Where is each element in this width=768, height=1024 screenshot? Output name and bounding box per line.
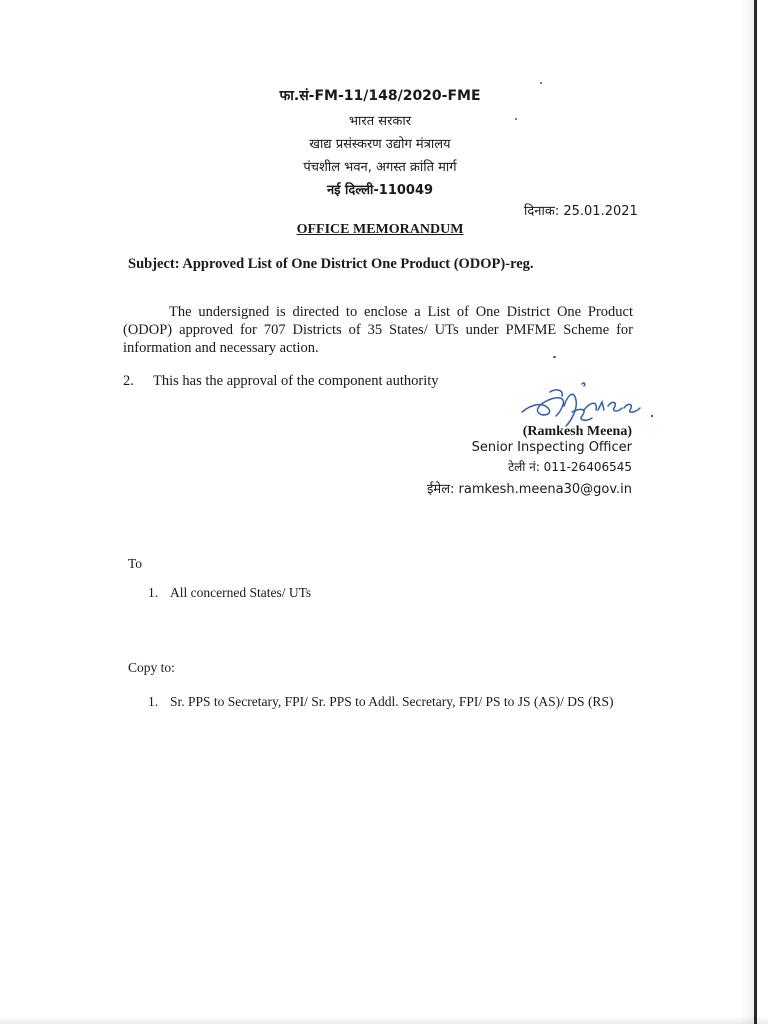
office-city: नई दिल्ली-110049: [326, 183, 434, 198]
memo-date: दिनाक: 25.01.2021: [524, 204, 638, 219]
scan-speck: [540, 82, 542, 84]
signatory-name: (Ramkesh Meena): [522, 424, 632, 439]
signatory-designation: Senior Inspecting Officer: [471, 440, 632, 455]
government-name: भारत सरकार: [348, 114, 412, 129]
document-title: OFFICE MEMORANDUM: [296, 222, 464, 237]
list-item-text: Sr. PPS to Secretary, FPI/ Sr. PPS to Addl. Secretary, FPI/ PS to JS (AS)/ DS (RS): [170, 694, 614, 709]
page-bottom-shadow: [0, 1016, 768, 1024]
list-item-number: 1.: [148, 694, 159, 709]
list-item: [148, 694, 613, 710]
point-2-number: 2.: [123, 373, 134, 389]
body-paragraph: The undersigned is directed to enclose a List of One District One Product (ODOP) approved for 707 Districts of 35 States/ UTs under PMFME Scheme for information and necessary action.: [123, 304, 633, 356]
signatory-email: ईमेल: ramkesh.meena30@gov.in: [427, 482, 632, 497]
ministry-name: खाद्य प्रसंस्करण उद्योग मंत्रालय: [309, 137, 451, 152]
copy-to-label: Copy to:: [128, 660, 175, 675]
office-address: पंचशील भवन, अगस्त क्रांति मार्ग: [303, 160, 457, 175]
page-edge-shadow: [740, 0, 754, 1024]
list-item: [148, 585, 311, 601]
signatory-phone: टेली नं: 011-26406545: [508, 460, 632, 474]
to-label: To: [128, 556, 143, 571]
list-item-text: All concerned States/ UTs: [170, 585, 312, 600]
list-item-number: 1.: [148, 585, 159, 600]
subject-line: Subject: Approved List of One District One Product (ODOP)-reg.: [128, 256, 534, 272]
point-2: [123, 373, 439, 390]
scan-speck: [553, 356, 556, 358]
page-edge: [754, 0, 757, 1024]
handwritten-signature: [512, 382, 662, 430]
file-number: फा.सं-FM-11/148/2020-FME: [279, 88, 481, 104]
point-2-text: This has the approval of the component authority: [153, 373, 439, 389]
scan-speck: [515, 118, 517, 120]
